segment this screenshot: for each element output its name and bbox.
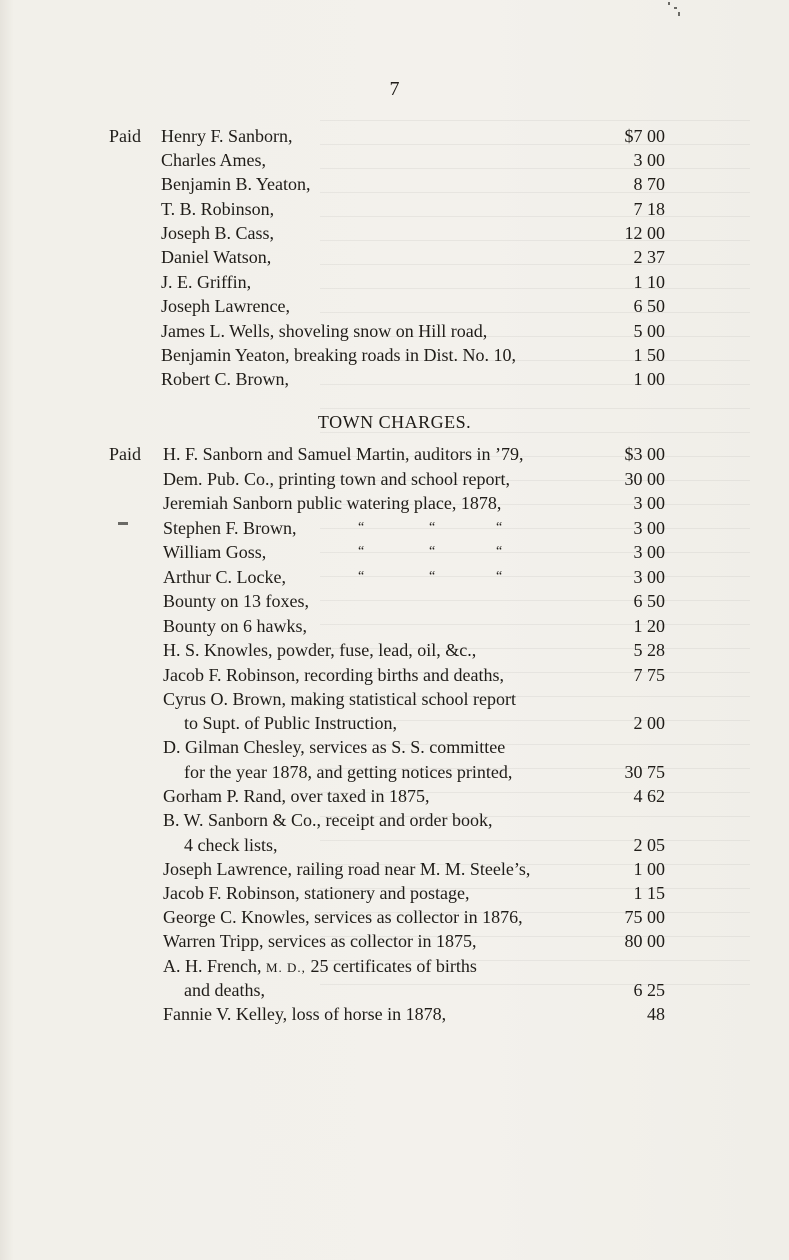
entry-name: A. H. French, <box>163 956 262 976</box>
ditto-mark: “ <box>358 520 365 535</box>
entry-amount: 5 00 <box>633 321 665 341</box>
section-title: TOWN CHARGES. <box>317 412 472 432</box>
corner-mark <box>674 7 677 9</box>
ledger-entry <box>0 1002 789 1026</box>
entry-amount: 30 75 <box>624 762 665 782</box>
entry-amount: 3 00 <box>633 150 665 170</box>
entry-amount: 7 75 <box>633 665 665 685</box>
entry-amount: 1 00 <box>633 369 665 389</box>
ledger-entry <box>0 540 789 564</box>
entry-detail: 25 certificates of births <box>310 956 477 976</box>
entry-description: J. E. Griffin, <box>161 272 252 292</box>
ledger-entry <box>0 491 789 515</box>
corner-mark <box>678 12 680 16</box>
ledger-entry <box>0 663 789 687</box>
entry-amount: 1 00 <box>633 859 665 879</box>
entry-amount: 6 50 <box>633 591 665 611</box>
entry-description: Fannie V. Kelley, loss of horse in 1878, <box>163 1004 447 1024</box>
entry-amount: 6 25 <box>633 980 665 1000</box>
entry-description: H. F. Sanborn and Samuel Martin, auditors in ’79, <box>163 444 524 464</box>
page-number: 7 <box>389 78 400 100</box>
entry-description <box>163 954 477 980</box>
entry-description: Jacob F. Robinson, recording births and deaths, <box>163 665 505 685</box>
entry-description: Dem. Pub. Co., printing town and school report, <box>163 469 510 489</box>
ledger-entry <box>0 881 789 905</box>
ledger-entry <box>0 221 789 245</box>
ledger-entry <box>0 294 789 318</box>
ledger-entry <box>0 245 789 269</box>
entry-description: Stephen F. Brown, <box>163 518 297 538</box>
entry-description: Bounty on 13 foxes, <box>163 591 309 611</box>
entry-description: Warren Tripp, services as collector in 1875, <box>163 931 477 951</box>
ditto-mark: “ <box>496 569 503 584</box>
entry-description: Arthur C. Locke, <box>163 567 286 587</box>
entry-description: B. W. Sanborn & Co., receipt and order book, <box>163 810 493 830</box>
entry-amount: 6 50 <box>633 296 665 316</box>
entry-description: T. B. Robinson, <box>161 199 275 219</box>
entry-amount: 12 00 <box>624 223 665 243</box>
ledger-entry-continuation <box>0 760 789 784</box>
corner-mark <box>668 2 670 5</box>
entry-amount: 48 <box>647 1004 665 1024</box>
entry-description: Joseph Lawrence, <box>161 296 290 316</box>
ledger-entry <box>0 565 789 589</box>
entry-amount: 2 05 <box>633 835 665 855</box>
entry-amount: 3 00 <box>633 567 665 587</box>
entry-amount: 1 20 <box>633 616 665 636</box>
ledger-entry <box>0 857 789 881</box>
ditto-mark: “ <box>496 544 503 559</box>
ledger-entry <box>0 467 789 491</box>
entry-description: James L. Wells, shoveling snow on Hill road, <box>161 321 488 341</box>
ledger-entry <box>0 197 789 221</box>
degree-abbrev: M. D., <box>265 960 306 975</box>
paid-label: Paid <box>109 126 142 146</box>
ledger-entry-continuation <box>0 711 789 735</box>
ledger-entry <box>0 929 789 953</box>
entry-amount: 5 28 <box>633 640 665 660</box>
entry-amount: 1 50 <box>633 345 665 365</box>
entry-description: Benjamin Yeaton, breaking roads in Dist. No. 10, <box>161 345 516 365</box>
entry-description: Gorham P. Rand, over taxed in 1875, <box>163 786 430 806</box>
ledger-entry <box>0 954 789 978</box>
ledger-entry <box>0 343 789 367</box>
entry-amount: 7 18 <box>633 199 665 219</box>
ditto-mark: “ <box>429 569 436 584</box>
entry-description: and deaths, <box>184 980 265 1000</box>
ledger-entry <box>0 319 789 343</box>
ledger-entry <box>0 905 789 929</box>
ledger-entry <box>0 148 789 172</box>
entry-description: Robert C. Brown, <box>161 369 289 389</box>
entry-description: Joseph Lawrence, railing road near M. M. Steele’s, <box>163 859 531 879</box>
ledger-entry <box>0 442 789 466</box>
ditto-mark: “ <box>496 520 503 535</box>
entry-description: Bounty on 6 hawks, <box>163 616 307 636</box>
entry-amount: 80 00 <box>624 931 665 951</box>
entry-amount: 8 70 <box>633 174 665 194</box>
ledger-entry <box>0 172 789 196</box>
entry-description: to Supt. of Public Instruction, <box>184 713 397 733</box>
entry-description: Jacob F. Robinson, stationery and postage, <box>163 883 470 903</box>
ditto-mark: “ <box>429 520 436 535</box>
entry-amount: $3 00 <box>624 444 665 464</box>
entry-description: Daniel Watson, <box>161 247 272 267</box>
ditto-mark: “ <box>358 544 365 559</box>
entry-description: George C. Knowles, services as collector in 1876, <box>163 907 523 927</box>
entry-amount: 3 00 <box>633 493 665 513</box>
entry-description: Jeremiah Sanborn public watering place, 1878, <box>163 493 502 513</box>
entry-amount: 1 10 <box>633 272 665 292</box>
ledger-entry <box>0 808 789 832</box>
ledger-entry-continuation <box>0 978 789 1002</box>
entry-description: Henry F. Sanborn, <box>161 126 293 146</box>
ledger-entry <box>0 124 789 148</box>
entry-amount: 3 00 <box>633 542 665 562</box>
entry-amount: 1 15 <box>633 883 665 903</box>
entry-amount: 2 37 <box>633 247 665 267</box>
entry-description: William Goss, <box>163 542 267 562</box>
entry-description: H. S. Knowles, powder, fuse, lead, oil, &c., <box>163 640 477 660</box>
ledger-entry <box>0 687 789 711</box>
ditto-mark: “ <box>429 544 436 559</box>
entry-description: Charles Ames, <box>161 150 266 170</box>
ledger-entry <box>0 614 789 638</box>
ledger-entry <box>0 784 789 808</box>
entry-description: Cyrus O. Brown, making statistical school report <box>163 689 516 709</box>
ledger-entry <box>0 270 789 294</box>
entry-amount: 3 00 <box>633 518 665 538</box>
ledger-entry-continuation <box>0 833 789 857</box>
entry-description: Benjamin B. Yeaton, <box>161 174 311 194</box>
entry-amount: 75 00 <box>624 907 665 927</box>
entry-description: 4 check lists, <box>184 835 278 855</box>
entry-description: for the year 1878, and getting notices printed, <box>184 762 513 782</box>
paid-label: Paid <box>109 444 142 464</box>
ditto-mark: “ <box>358 569 365 584</box>
entry-amount: $7 00 <box>624 126 665 146</box>
ledger-entry <box>0 516 789 540</box>
ledger-entry <box>0 638 789 662</box>
entry-amount: 2 00 <box>633 713 665 733</box>
ledger-entry <box>0 735 789 759</box>
entry-description: Joseph B. Cass, <box>161 223 275 243</box>
entry-description: D. Gilman Chesley, services as S. S. committee <box>163 737 506 757</box>
ledger-entry <box>0 589 789 613</box>
ledger-entry <box>0 367 789 391</box>
entry-amount: 4 62 <box>633 786 665 806</box>
entry-amount: 30 00 <box>624 469 665 489</box>
